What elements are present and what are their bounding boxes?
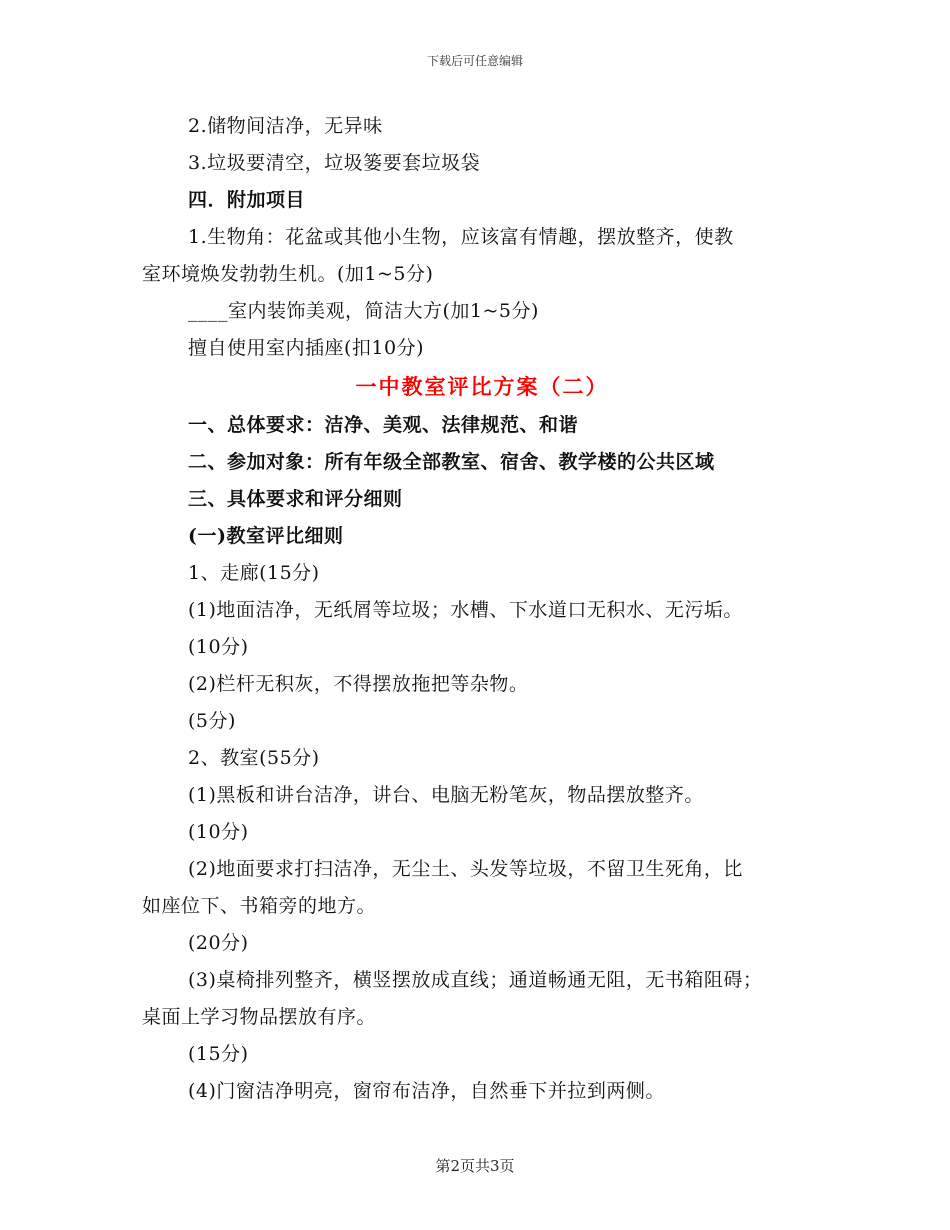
- text-line: (2)栏杆无积灰，不得摆放拖把等杂物。: [188, 673, 529, 695]
- text-line: (3)桌椅排列整齐，横竖摆放成直线；通道畅通无阻，无书箱阻碍；: [188, 969, 763, 991]
- text-line: 如座位下、书箱旁的地方。: [142, 895, 377, 917]
- text-line: (10分): [188, 636, 249, 658]
- text-line: 桌面上学习物品摆放有序。: [142, 1006, 377, 1028]
- text-line: 室环境焕发勃勃生机。(加1~5分): [142, 263, 434, 285]
- text-line: 一、总体要求：洁净、美观、法律规范、和谐: [188, 414, 579, 436]
- text-line: ____室内装饰美观，简洁大方(加1~5分): [188, 300, 539, 322]
- text-line: 2、教室(55分): [188, 747, 320, 769]
- text-line: (1)地面洁净，无纸屑等垃圾；水槽、下水道口无积水、无污垢。: [188, 599, 743, 621]
- text-line: 擅自使用室内插座(扣10分): [188, 337, 425, 359]
- text-line: 二、参加对象：所有年级全部教室、宿舍、教学楼的公共区域: [188, 451, 715, 473]
- page-footer: 第2页共3页: [435, 1157, 515, 1175]
- page-header: 下载后可任意编辑: [426, 54, 523, 68]
- document-title: 一中教室评比方案（二）: [355, 374, 609, 399]
- text-line: 3.垃圾要清空，垃圾篓要套垃圾袋: [188, 152, 481, 174]
- text-line: (10分): [188, 821, 249, 843]
- document-body: [142, 108, 822, 1110]
- text-line: 四．附加项目: [188, 189, 306, 211]
- text-line: (15分): [188, 1043, 249, 1065]
- section-part-two: [142, 407, 822, 1110]
- text-line: (4)门窗洁净明亮，窗帘布洁净，自然垂下并拉到两侧。: [188, 1080, 665, 1102]
- text-line: 1.生物角：花盆或其他小生物，应该富有情趣，摆放整齐，使教: [188, 226, 734, 248]
- text-line: (2)地面要求打扫洁净，无尘土、头发等垃圾，不留卫生死角，比: [188, 858, 743, 880]
- section-part-one: [142, 108, 822, 367]
- text-line: (5分): [188, 710, 236, 732]
- text-line: 三、具体要求和评分细则: [188, 488, 403, 510]
- text-line: 2.储物间洁净，无异味: [188, 115, 383, 137]
- text-line: (20分): [188, 932, 249, 954]
- text-line: (1)黑板和讲台洁净，讲台、电脑无粉笔灰，物品摆放整齐。: [188, 784, 704, 806]
- text-line: 1、走廊(15分): [188, 562, 320, 584]
- text-line: (一)教室评比细则: [188, 525, 344, 547]
